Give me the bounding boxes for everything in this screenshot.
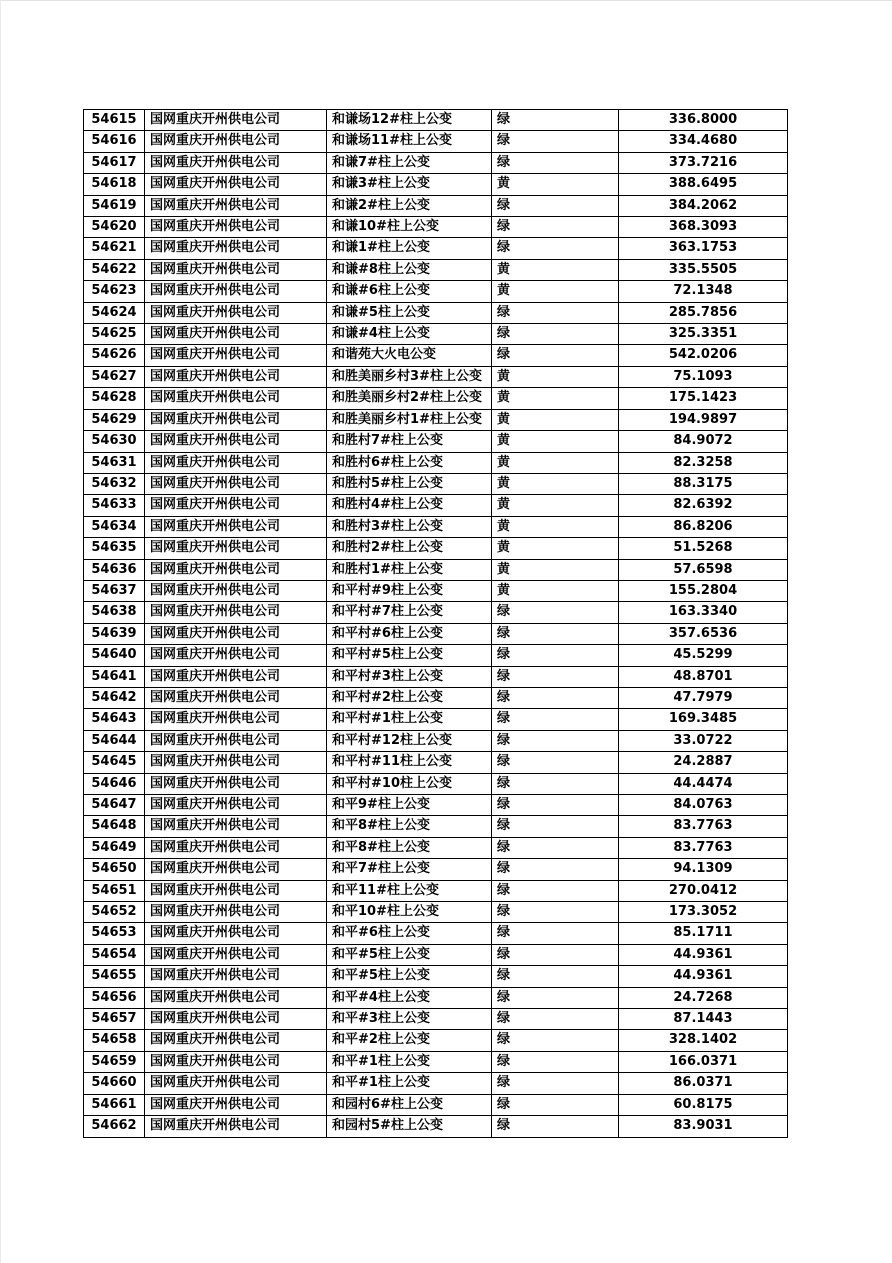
cell-name[interactable]: 和胜村7#柱上公变 (327, 431, 492, 452)
cell-company[interactable]: 国网重庆开州供电公司 (145, 1051, 327, 1072)
cell-value[interactable]: 33.0722 (619, 730, 788, 751)
table-row (84, 259, 788, 280)
cell-id[interactable]: 54619 (84, 195, 145, 216)
cell-company[interactable]: 国网重庆开州供电公司 (145, 902, 327, 923)
table-row (84, 580, 788, 601)
table-row (84, 538, 788, 559)
cell-status[interactable]: 绿 (492, 730, 619, 751)
cell-status[interactable]: 黄 (492, 174, 619, 195)
cell-status[interactable]: 绿 (492, 324, 619, 345)
cell-company[interactable]: 国网重庆开州供电公司 (145, 281, 327, 302)
cell-value[interactable]: 336.8000 (619, 110, 788, 131)
cell-name[interactable]: 和平8#柱上公变 (327, 816, 492, 837)
table-row (84, 923, 788, 944)
cell-value[interactable]: 72.1348 (619, 281, 788, 302)
table-row (84, 495, 788, 516)
cell-value[interactable]: 384.2062 (619, 195, 788, 216)
cell-name[interactable]: 和胜村6#柱上公变 (327, 452, 492, 473)
cell-status[interactable]: 黄 (492, 281, 619, 302)
cell-value[interactable]: 328.1402 (619, 1030, 788, 1051)
cell-name[interactable]: 和平#4柱上公变 (327, 987, 492, 1008)
cell-id[interactable]: 54658 (84, 1030, 145, 1051)
cell-value[interactable]: 542.0206 (619, 345, 788, 366)
cell-value[interactable]: 163.3340 (619, 602, 788, 623)
cell-company[interactable]: 国网重庆开州供电公司 (145, 1009, 327, 1030)
cell-value[interactable]: 169.3485 (619, 709, 788, 730)
cell-value[interactable]: 373.7216 (619, 152, 788, 173)
cell-name[interactable]: 和平村#2柱上公变 (327, 687, 492, 708)
table-row (84, 345, 788, 366)
table-row (84, 1009, 788, 1030)
cell-id[interactable]: 54617 (84, 152, 145, 173)
cell-status[interactable]: 黄 (492, 452, 619, 473)
transformer-data-table (83, 109, 788, 1138)
cell-company[interactable]: 国网重庆开州供电公司 (145, 131, 327, 152)
cell-value[interactable]: 87.1443 (619, 1009, 788, 1030)
cell-id[interactable]: 54647 (84, 795, 145, 816)
cell-name[interactable]: 和胜村4#柱上公变 (327, 495, 492, 516)
cell-value[interactable]: 82.3258 (619, 452, 788, 473)
cell-id[interactable]: 54632 (84, 473, 145, 494)
cell-company[interactable]: 国网重庆开州供电公司 (145, 495, 327, 516)
cell-status[interactable]: 绿 (492, 687, 619, 708)
cell-status[interactable]: 绿 (492, 195, 619, 216)
cell-id[interactable]: 54653 (84, 923, 145, 944)
cell-name[interactable]: 和平村#11柱上公变 (327, 752, 492, 773)
cell-value[interactable]: 83.7763 (619, 816, 788, 837)
cell-id[interactable]: 54639 (84, 623, 145, 644)
table-row (84, 602, 788, 623)
cell-company[interactable]: 国网重庆开州供电公司 (145, 388, 327, 409)
cell-status[interactable]: 绿 (492, 1009, 619, 1030)
cell-id[interactable]: 54620 (84, 217, 145, 238)
cell-company[interactable]: 国网重庆开州供电公司 (145, 409, 327, 430)
cell-company[interactable]: 国网重庆开州供电公司 (145, 795, 327, 816)
cell-status[interactable]: 绿 (492, 923, 619, 944)
cell-id[interactable]: 54627 (84, 366, 145, 387)
cell-status[interactable]: 绿 (492, 752, 619, 773)
cell-company[interactable]: 国网重庆开州供电公司 (145, 195, 327, 216)
cell-value[interactable]: 166.0371 (619, 1051, 788, 1072)
table-row (84, 110, 788, 131)
cell-id[interactable]: 54660 (84, 1073, 145, 1094)
cell-company[interactable]: 国网重庆开州供电公司 (145, 431, 327, 452)
cell-status[interactable]: 黄 (492, 431, 619, 452)
cell-value[interactable]: 325.3351 (619, 324, 788, 345)
table-row (84, 431, 788, 452)
table-row (84, 687, 788, 708)
cell-value[interactable]: 83.7763 (619, 837, 788, 858)
cell-status[interactable]: 绿 (492, 1030, 619, 1051)
cell-value[interactable]: 48.8701 (619, 666, 788, 687)
cell-name[interactable]: 和园村6#柱上公变 (327, 1094, 492, 1115)
cell-company[interactable]: 国网重庆开州供电公司 (145, 452, 327, 473)
cell-value[interactable]: 270.0412 (619, 880, 788, 901)
cell-value[interactable]: 60.8175 (619, 1094, 788, 1115)
cell-value[interactable]: 285.7856 (619, 302, 788, 323)
table-row (84, 1030, 788, 1051)
cell-name[interactable]: 和平10#柱上公变 (327, 902, 492, 923)
cell-value[interactable]: 357.6536 (619, 623, 788, 644)
cell-status[interactable]: 绿 (492, 623, 619, 644)
table-row (84, 452, 788, 473)
cell-status[interactable]: 绿 (492, 987, 619, 1008)
cell-company[interactable]: 国网重庆开州供电公司 (145, 859, 327, 880)
cell-name[interactable]: 和胜村5#柱上公变 (327, 473, 492, 494)
cell-status[interactable]: 绿 (492, 110, 619, 131)
table-row (84, 837, 788, 858)
cell-name[interactable]: 和谦7#柱上公变 (327, 152, 492, 173)
cell-id[interactable]: 54642 (84, 687, 145, 708)
cell-id[interactable]: 54652 (84, 902, 145, 923)
cell-status[interactable]: 黄 (492, 516, 619, 537)
cell-id[interactable]: 54630 (84, 431, 145, 452)
cell-company[interactable]: 国网重庆开州供电公司 (145, 110, 327, 131)
cell-company[interactable]: 国网重庆开州供电公司 (145, 516, 327, 537)
cell-status[interactable]: 绿 (492, 837, 619, 858)
cell-id[interactable]: 54646 (84, 773, 145, 794)
cell-id[interactable]: 54625 (84, 324, 145, 345)
table-row (84, 944, 788, 965)
cell-name[interactable]: 和胜村2#柱上公变 (327, 538, 492, 559)
cell-name[interactable]: 和胜美丽乡村2#柱上公变 (327, 388, 492, 409)
table-row (84, 880, 788, 901)
cell-name[interactable]: 和平村#1柱上公变 (327, 709, 492, 730)
cell-name[interactable]: 和平村#10柱上公变 (327, 773, 492, 794)
cell-id[interactable]: 54651 (84, 880, 145, 901)
cell-value[interactable]: 83.9031 (619, 1116, 788, 1137)
cell-company[interactable]: 国网重庆开州供电公司 (145, 580, 327, 601)
table-row (84, 238, 788, 259)
cell-name[interactable]: 和平村#6柱上公变 (327, 623, 492, 644)
cell-id[interactable]: 54659 (84, 1051, 145, 1072)
cell-status[interactable]: 绿 (492, 816, 619, 837)
table-row (84, 1051, 788, 1072)
cell-status[interactable]: 黄 (492, 559, 619, 580)
cell-company[interactable]: 国网重庆开州供电公司 (145, 709, 327, 730)
cell-id[interactable]: 54638 (84, 602, 145, 623)
cell-company[interactable]: 国网重庆开州供电公司 (145, 1116, 327, 1137)
cell-id[interactable]: 54640 (84, 645, 145, 666)
cell-value[interactable]: 44.4474 (619, 773, 788, 794)
cell-name[interactable]: 和平#3柱上公变 (327, 1009, 492, 1030)
cell-value[interactable]: 175.1423 (619, 388, 788, 409)
cell-company[interactable]: 国网重庆开州供电公司 (145, 174, 327, 195)
table-row (84, 152, 788, 173)
cell-value[interactable]: 88.3175 (619, 473, 788, 494)
cell-name[interactable]: 和谦1#柱上公变 (327, 238, 492, 259)
cell-company[interactable]: 国网重庆开州供电公司 (145, 345, 327, 366)
table-row (84, 730, 788, 751)
cell-company[interactable]: 国网重庆开州供电公司 (145, 602, 327, 623)
cell-status[interactable]: 绿 (492, 602, 619, 623)
cell-name[interactable]: 和胜美丽乡村1#柱上公变 (327, 409, 492, 430)
table-row (84, 666, 788, 687)
cell-value[interactable]: 44.9361 (619, 944, 788, 965)
cell-value[interactable]: 86.8206 (619, 516, 788, 537)
cell-name[interactable]: 和谦#4柱上公变 (327, 324, 492, 345)
cell-status[interactable]: 绿 (492, 666, 619, 687)
table-row (84, 1073, 788, 1094)
cell-company[interactable]: 国网重庆开州供电公司 (145, 259, 327, 280)
table-row (84, 816, 788, 837)
cell-id[interactable]: 54628 (84, 388, 145, 409)
cell-company[interactable]: 国网重庆开州供电公司 (145, 666, 327, 687)
cell-company[interactable]: 国网重庆开州供电公司 (145, 730, 327, 751)
cell-id[interactable]: 54618 (84, 174, 145, 195)
cell-id[interactable]: 54657 (84, 1009, 145, 1030)
table-row (84, 966, 788, 987)
cell-name[interactable]: 和园村5#柱上公变 (327, 1116, 492, 1137)
cell-status[interactable]: 绿 (492, 217, 619, 238)
cell-company[interactable]: 国网重庆开州供电公司 (145, 837, 327, 858)
cell-company[interactable]: 国网重庆开州供电公司 (145, 538, 327, 559)
cell-name[interactable]: 和谦3#柱上公变 (327, 174, 492, 195)
cell-status[interactable]: 绿 (492, 709, 619, 730)
cell-name[interactable]: 和谦2#柱上公变 (327, 195, 492, 216)
cell-company[interactable]: 国网重庆开州供电公司 (145, 473, 327, 494)
cell-status[interactable]: 黄 (492, 473, 619, 494)
cell-value[interactable]: 75.1093 (619, 366, 788, 387)
table-row (84, 795, 788, 816)
cell-id[interactable]: 54643 (84, 709, 145, 730)
table-row (84, 987, 788, 1008)
cell-id[interactable]: 54631 (84, 452, 145, 473)
cell-id[interactable]: 54624 (84, 302, 145, 323)
cell-name[interactable]: 和平#5柱上公变 (327, 944, 492, 965)
cell-status[interactable]: 绿 (492, 131, 619, 152)
cell-status[interactable]: 黄 (492, 580, 619, 601)
cell-name[interactable]: 和胜村1#柱上公变 (327, 559, 492, 580)
cell-value[interactable]: 155.2804 (619, 580, 788, 601)
cell-value[interactable]: 24.2887 (619, 752, 788, 773)
cell-id[interactable]: 54636 (84, 559, 145, 580)
cell-value[interactable]: 368.3093 (619, 217, 788, 238)
cell-name[interactable]: 和谦#5柱上公变 (327, 302, 492, 323)
cell-name[interactable]: 和平#6柱上公变 (327, 923, 492, 944)
cell-status[interactable]: 绿 (492, 944, 619, 965)
cell-value[interactable]: 94.1309 (619, 859, 788, 880)
table-row (84, 366, 788, 387)
cell-id[interactable]: 54621 (84, 238, 145, 259)
cell-status[interactable]: 黄 (492, 366, 619, 387)
cell-status[interactable]: 绿 (492, 1051, 619, 1072)
cell-name[interactable]: 和平#2柱上公变 (327, 1030, 492, 1051)
cell-company[interactable]: 国网重庆开州供电公司 (145, 324, 327, 345)
cell-id[interactable]: 54616 (84, 131, 145, 152)
cell-status[interactable]: 绿 (492, 880, 619, 901)
cell-id[interactable]: 54650 (84, 859, 145, 880)
cell-status[interactable]: 绿 (492, 345, 619, 366)
cell-company[interactable]: 国网重庆开州供电公司 (145, 752, 327, 773)
cell-value[interactable]: 335.5505 (619, 259, 788, 280)
cell-name[interactable]: 和平村#7柱上公变 (327, 602, 492, 623)
cell-id[interactable]: 54615 (84, 110, 145, 131)
cell-name[interactable]: 和胜村3#柱上公变 (327, 516, 492, 537)
cell-id[interactable]: 54644 (84, 730, 145, 751)
cell-value[interactable]: 82.6392 (619, 495, 788, 516)
cell-status[interactable]: 绿 (492, 773, 619, 794)
cell-name[interactable]: 和平8#柱上公变 (327, 837, 492, 858)
cell-name[interactable]: 和平9#柱上公变 (327, 795, 492, 816)
cell-company[interactable]: 国网重庆开州供电公司 (145, 966, 327, 987)
cell-value[interactable]: 173.3052 (619, 902, 788, 923)
table-body (84, 110, 788, 1138)
cell-company[interactable]: 国网重庆开州供电公司 (145, 1073, 327, 1094)
cell-status[interactable]: 绿 (492, 302, 619, 323)
cell-company[interactable]: 国网重庆开州供电公司 (145, 366, 327, 387)
cell-name[interactable]: 和平#5柱上公变 (327, 966, 492, 987)
cell-id[interactable]: 54641 (84, 666, 145, 687)
cell-id[interactable]: 54654 (84, 944, 145, 965)
cell-name[interactable]: 和平#1柱上公变 (327, 1073, 492, 1094)
table-row (84, 752, 788, 773)
cell-status[interactable]: 绿 (492, 152, 619, 173)
cell-status[interactable]: 绿 (492, 966, 619, 987)
table-row (84, 645, 788, 666)
cell-company[interactable]: 国网重庆开州供电公司 (145, 880, 327, 901)
table-row (84, 174, 788, 195)
cell-value[interactable]: 86.0371 (619, 1073, 788, 1094)
cell-name[interactable]: 和谦#6柱上公变 (327, 281, 492, 302)
cell-company[interactable]: 国网重庆开州供电公司 (145, 987, 327, 1008)
table-row (84, 559, 788, 580)
cell-status[interactable]: 绿 (492, 795, 619, 816)
table-row (84, 773, 788, 794)
cell-id[interactable]: 54622 (84, 259, 145, 280)
table-row (84, 302, 788, 323)
table-row (84, 473, 788, 494)
cell-value[interactable]: 57.6598 (619, 559, 788, 580)
cell-company[interactable]: 国网重庆开州供电公司 (145, 217, 327, 238)
table-row (84, 1116, 788, 1137)
table-row (84, 195, 788, 216)
table-row (84, 709, 788, 730)
cell-status[interactable]: 黄 (492, 259, 619, 280)
table-row (84, 131, 788, 152)
cell-id[interactable]: 54637 (84, 580, 145, 601)
table-row (84, 281, 788, 302)
cell-name[interactable]: 和平7#柱上公变 (327, 859, 492, 880)
cell-id[interactable]: 54633 (84, 495, 145, 516)
cell-status[interactable]: 绿 (492, 902, 619, 923)
cell-company[interactable]: 国网重庆开州供电公司 (145, 944, 327, 965)
cell-name[interactable]: 和谦10#柱上公变 (327, 217, 492, 238)
cell-company[interactable]: 国网重庆开州供电公司 (145, 1030, 327, 1051)
cell-name[interactable]: 和平村#5柱上公变 (327, 645, 492, 666)
cell-name[interactable]: 和平村#12柱上公变 (327, 730, 492, 751)
cell-value[interactable]: 85.1711 (619, 923, 788, 944)
cell-value[interactable]: 363.1753 (619, 238, 788, 259)
cell-value[interactable]: 47.7979 (619, 687, 788, 708)
cell-value[interactable]: 24.7268 (619, 987, 788, 1008)
cell-status[interactable]: 绿 (492, 1073, 619, 1094)
cell-status[interactable]: 绿 (492, 645, 619, 666)
cell-id[interactable]: 54645 (84, 752, 145, 773)
cell-id[interactable]: 54635 (84, 538, 145, 559)
cell-status[interactable]: 黄 (492, 388, 619, 409)
cell-id[interactable]: 54662 (84, 1116, 145, 1137)
cell-company[interactable]: 国网重庆开州供电公司 (145, 623, 327, 644)
cell-id[interactable]: 54634 (84, 516, 145, 537)
cell-id[interactable]: 54626 (84, 345, 145, 366)
cell-name[interactable]: 和谐苑大火电公变 (327, 345, 492, 366)
cell-status[interactable]: 绿 (492, 1094, 619, 1115)
table-row (84, 217, 788, 238)
cell-value[interactable]: 334.4680 (619, 131, 788, 152)
cell-name[interactable]: 和谦#8柱上公变 (327, 259, 492, 280)
cell-status[interactable]: 绿 (492, 859, 619, 880)
cell-value[interactable]: 84.9072 (619, 431, 788, 452)
cell-id[interactable]: 54629 (84, 409, 145, 430)
cell-name[interactable]: 和平11#柱上公变 (327, 880, 492, 901)
cell-name[interactable]: 和平#1柱上公变 (327, 1051, 492, 1072)
cell-name[interactable]: 和谦场11#柱上公变 (327, 131, 492, 152)
cell-company[interactable]: 国网重庆开州供电公司 (145, 816, 327, 837)
table-row (84, 1094, 788, 1115)
cell-name[interactable]: 和平村#9柱上公变 (327, 580, 492, 601)
cell-status[interactable]: 黄 (492, 495, 619, 516)
cell-company[interactable]: 国网重庆开州供电公司 (145, 302, 327, 323)
cell-id[interactable]: 54655 (84, 966, 145, 987)
cell-value[interactable]: 51.5268 (619, 538, 788, 559)
cell-company[interactable]: 国网重庆开州供电公司 (145, 923, 327, 944)
cell-value[interactable]: 194.9897 (619, 409, 788, 430)
cell-name[interactable]: 和平村#3柱上公变 (327, 666, 492, 687)
cell-status[interactable]: 绿 (492, 238, 619, 259)
cell-company[interactable]: 国网重庆开州供电公司 (145, 238, 327, 259)
table-row (84, 859, 788, 880)
table-row (84, 324, 788, 345)
cell-status[interactable]: 黄 (492, 409, 619, 430)
cell-name[interactable]: 和谦场12#柱上公变 (327, 110, 492, 131)
table-row (84, 516, 788, 537)
cell-name[interactable]: 和胜美丽乡村3#柱上公变 (327, 366, 492, 387)
cell-status[interactable]: 绿 (492, 1116, 619, 1137)
cell-id[interactable]: 54661 (84, 1094, 145, 1115)
cell-company[interactable]: 国网重庆开州供电公司 (145, 645, 327, 666)
cell-value[interactable]: 44.9361 (619, 966, 788, 987)
cell-id[interactable]: 54656 (84, 987, 145, 1008)
cell-id[interactable]: 54648 (84, 816, 145, 837)
cell-status[interactable]: 黄 (492, 538, 619, 559)
cell-value[interactable]: 388.6495 (619, 174, 788, 195)
table-row (84, 409, 788, 430)
cell-id[interactable]: 54649 (84, 837, 145, 858)
table-row (84, 388, 788, 409)
table-row (84, 902, 788, 923)
cell-company[interactable]: 国网重庆开州供电公司 (145, 1094, 327, 1115)
cell-company[interactable]: 国网重庆开州供电公司 (145, 773, 327, 794)
cell-value[interactable]: 45.5299 (619, 645, 788, 666)
cell-value[interactable]: 84.0763 (619, 795, 788, 816)
cell-company[interactable]: 国网重庆开州供电公司 (145, 687, 327, 708)
cell-company[interactable]: 国网重庆开州供电公司 (145, 152, 327, 173)
table-row (84, 623, 788, 644)
cell-company[interactable]: 国网重庆开州供电公司 (145, 559, 327, 580)
cell-id[interactable]: 54623 (84, 281, 145, 302)
